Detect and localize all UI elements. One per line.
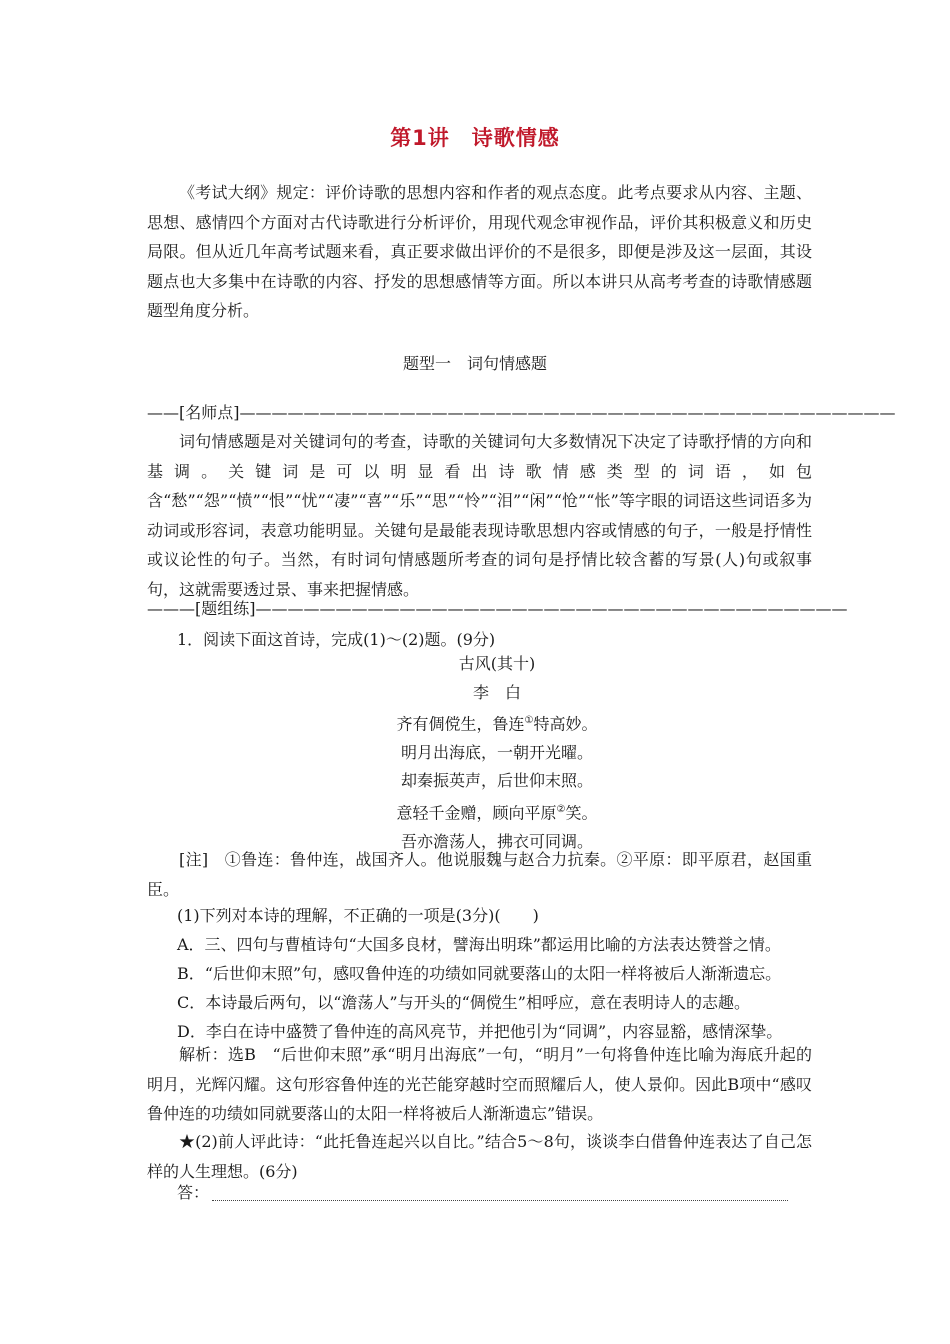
question-1: 1．阅读下面这首诗，完成(1)～(2)题。(9分) bbox=[177, 630, 496, 649]
poem bbox=[0, 650, 950, 856]
poem-note: [注] ①鲁连：鲁仲连，战国齐人。他说服魏与赵合力抗秦。②平原：即平原君，赵国重臣。 bbox=[147, 850, 812, 899]
answer-label: 答： bbox=[177, 1183, 210, 1202]
poem-title: 古风(其十) bbox=[458, 654, 536, 673]
answer-line[interactable] bbox=[212, 1200, 788, 1201]
tizulian-divider: ———[题组练]————————————————————————————————————— bbox=[147, 599, 848, 618]
poem-author: 李 白 bbox=[472, 682, 521, 702]
lesson-title: 第1讲 诗歌情感 bbox=[390, 126, 560, 150]
option-d: D．李白在诗中盛赞了鲁仲连的高风亮节，并把他引为“同调”，内容显豁，感情深挚。 bbox=[177, 1022, 783, 1041]
question-1-1: (1)下列对本诗的理解，不正确的一项是(3分)( ) bbox=[177, 906, 539, 925]
option-b: B．“后世仰末照”句，感叹鲁仲连的功绩如同就要落山的太阳一样将被后人渐渐遗忘。 bbox=[177, 964, 782, 983]
mingshidian-text: 词句情感题是对关键词句的考查，诗歌的关键词句大多数情况下决定了诗歌抒情的方向和基调。关键词是可以明显看出诗歌情感类型的词语，如包含“愁”“怨”“愤”“恨”“忧”“凄”“喜”“乐”“思”“怜”“泪”“闲”“怆”“怅”等字眼的词语这些词语多为动词或形容词，表意功能明显。关键句是最能表现诗歌思想内容或情感的句子，一般是抒情性或议论性的句子。当然，有时词句情感题所考查的词句是抒情比较含蓄的写景(人)句或叙事句，这就需要透过景、事来把握情感。 bbox=[147, 432, 812, 599]
section-title: 题型一 词句情感题 bbox=[402, 354, 547, 373]
analysis: 解析：选B “后世仰末照”承“明月出海底”一句，“明月”一句将鲁仲连比喻为海底升起的明月，光辉闪耀。这句形容鲁仲连的光芒能穿越时空而照耀后人，使人景仰。因此B项中“感叹鲁仲连的功绩如同就要落山的太阳一样将被后人渐渐遗忘”错误。 bbox=[147, 1045, 812, 1124]
poem-line: 吾亦澹荡人，拂衣可同调。 bbox=[400, 831, 593, 851]
intro-paragraph: 《考试大纲》规定：评价诗歌的思想内容和作者的观点态度。此考点要求从内容、主题、思想、感情四个方面对古代诗歌进行分析评价，用现代观念审视作品，评价其积极意义和历史局限。但从近几年高考试题来看，真正要求做出评价的不是很多，即便是涉及这一层面，其设题点也大多集中在诗歌的内容、抒发的思想感情等方面。所以本讲只从高考考查的诗歌情感题题型角度分析。 bbox=[147, 183, 812, 321]
option-a: A．三、四句与曹植诗句“大国多良材，譬海出明珠”都运用比喻的方法表达赞誉之情。 bbox=[177, 935, 781, 954]
question-1-2: ★(2)前人评此诗：“此托鲁连起兴以自比。”结合5～8句，谈谈李白借鲁仲连表达了自己怎样的人生理想。(6分) bbox=[147, 1132, 812, 1181]
poem-line: 却秦振英声，后世仰末照。 bbox=[400, 771, 593, 791]
poem-line: 意轻千金赠，顾向平原②笑。 bbox=[396, 803, 598, 823]
poem-line: 明月出海底，一朝开光曜。 bbox=[400, 742, 593, 762]
mingshidian-divider: ——[名师点]————————————————————————————————————————— bbox=[147, 403, 896, 422]
poem-line: 齐有倜傥生，鲁连①特高妙。 bbox=[396, 714, 598, 734]
option-c: C．本诗最后两句，以“澹荡人”与开头的“倜傥生”相呼应，意在表明诗人的志趣。 bbox=[177, 993, 750, 1012]
